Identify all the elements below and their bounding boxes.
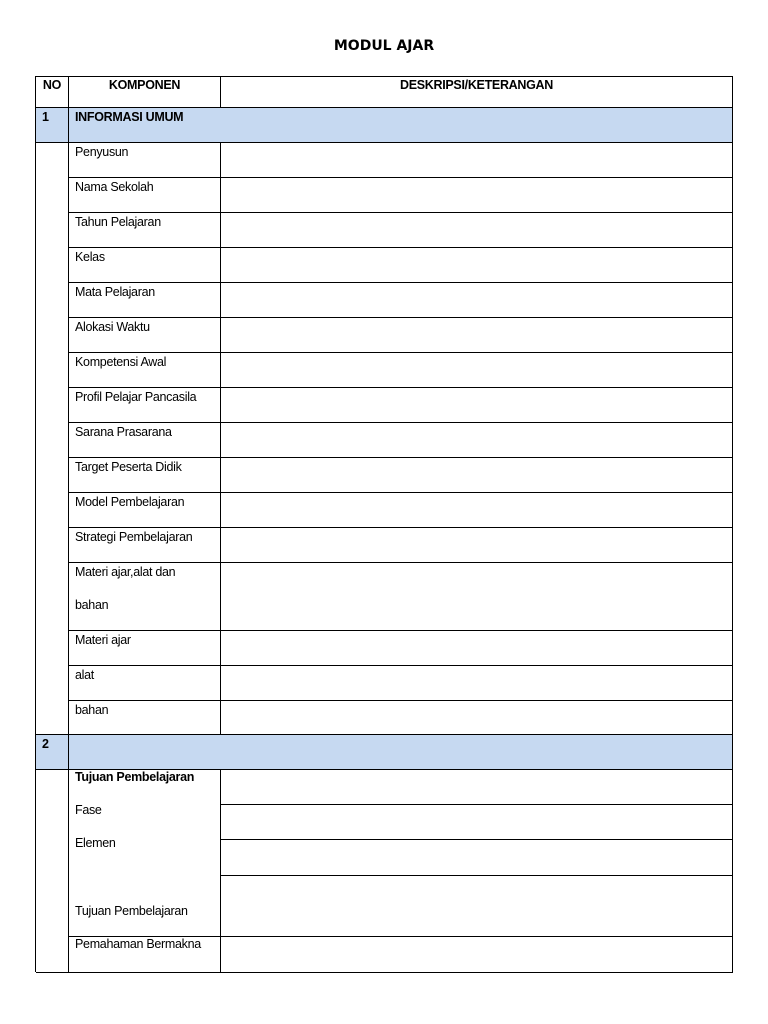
komponen-label: Profil Pelajar Pancasila <box>75 390 197 404</box>
section2-title: Tujuan Pembelajaran <box>75 770 195 784</box>
komponen-row <box>69 701 221 735</box>
header-komponen: KOMPONEN <box>108 78 181 92</box>
komponen-label: bahan <box>75 598 109 612</box>
section2-title-cell <box>69 735 733 770</box>
komponen-label: Tujuan Pembelajaran <box>75 904 188 918</box>
komponen-row <box>69 458 221 493</box>
header-no: NO <box>42 78 62 92</box>
komponen-row <box>69 563 221 631</box>
komponen-label: Model Pembelajaran <box>75 495 185 509</box>
deskripsi-cell <box>221 876 733 937</box>
komponen-row <box>69 143 221 178</box>
deskripsi-cell <box>221 283 733 318</box>
deskripsi-cell <box>221 248 733 283</box>
header-komponen-cell <box>69 77 221 108</box>
deskripsi-cell <box>221 353 733 388</box>
section1-no-column <box>36 143 69 735</box>
deskripsi-cell <box>221 631 733 666</box>
deskripsi-cell <box>221 701 733 735</box>
deskripsi-cell <box>221 143 733 178</box>
komponen-label: Target Peserta Didik <box>75 460 182 474</box>
komponen-row <box>69 248 221 283</box>
deskripsi-cell <box>221 805 733 840</box>
komponen-row <box>69 493 221 528</box>
deskripsi-cell <box>221 770 733 805</box>
komponen-row <box>69 353 221 388</box>
komponen-row <box>69 213 221 248</box>
section2-no-column <box>36 770 69 973</box>
deskripsi-cell <box>221 213 733 248</box>
deskripsi-cell <box>221 563 733 631</box>
document-title: MODUL AJAR <box>333 38 435 54</box>
header-deskripsi-cell <box>221 77 733 108</box>
komponen-label: Elemen <box>75 836 116 850</box>
komponen-label: alat <box>75 668 94 682</box>
komponen-label: Materi ajar,alat dan <box>75 565 176 579</box>
komponen-label: Tahun Pelajaran <box>75 215 161 229</box>
komponen-label: Pemahaman Bermakna <box>75 937 201 951</box>
komponen-label: Penyusun <box>75 145 129 159</box>
section2-no-cell <box>36 735 69 770</box>
komponen-row <box>69 666 221 701</box>
tujuan-komponen-cell <box>69 770 221 937</box>
komponen-row <box>69 178 221 213</box>
komponen-label: bahan <box>75 703 109 717</box>
deskripsi-cell <box>221 423 733 458</box>
komponen-row <box>69 528 221 563</box>
section1-title: INFORMASI UMUM <box>75 110 184 124</box>
deskripsi-cell <box>221 840 733 876</box>
komponen-label: Mata Pelajaran <box>75 285 155 299</box>
section1-no: 1 <box>42 110 49 124</box>
komponen-row <box>69 388 221 423</box>
komponen-label: Fase <box>75 803 102 817</box>
deskripsi-cell <box>221 493 733 528</box>
komponen-row <box>69 631 221 666</box>
komponen-row <box>69 937 221 973</box>
komponen-row <box>69 318 221 353</box>
deskripsi-cell <box>221 528 733 563</box>
deskripsi-cell <box>221 937 733 973</box>
header-deskripsi: DESKRIPSI/KETERANGAN <box>399 78 554 92</box>
komponen-label: Materi ajar <box>75 633 131 647</box>
deskripsi-cell <box>221 318 733 353</box>
section2-no: 2 <box>42 737 49 751</box>
komponen-label: Sarana Prasarana <box>75 425 172 439</box>
deskripsi-cell <box>221 388 733 423</box>
deskripsi-cell <box>221 666 733 701</box>
modul-ajar-table <box>35 76 733 972</box>
komponen-row <box>69 423 221 458</box>
komponen-label: Alokasi Waktu <box>75 320 150 334</box>
komponen-row <box>69 283 221 318</box>
komponen-label: Nama Sekolah <box>75 180 154 194</box>
header-no-cell <box>36 77 69 108</box>
komponen-label: Strategi Pembelajaran <box>75 530 193 544</box>
komponen-label: Kelas <box>75 250 105 264</box>
section1-no-cell <box>36 108 69 143</box>
deskripsi-cell <box>221 458 733 493</box>
deskripsi-cell <box>221 178 733 213</box>
section1-title-cell <box>69 108 733 143</box>
komponen-label: Kompetensi Awal <box>75 355 167 369</box>
